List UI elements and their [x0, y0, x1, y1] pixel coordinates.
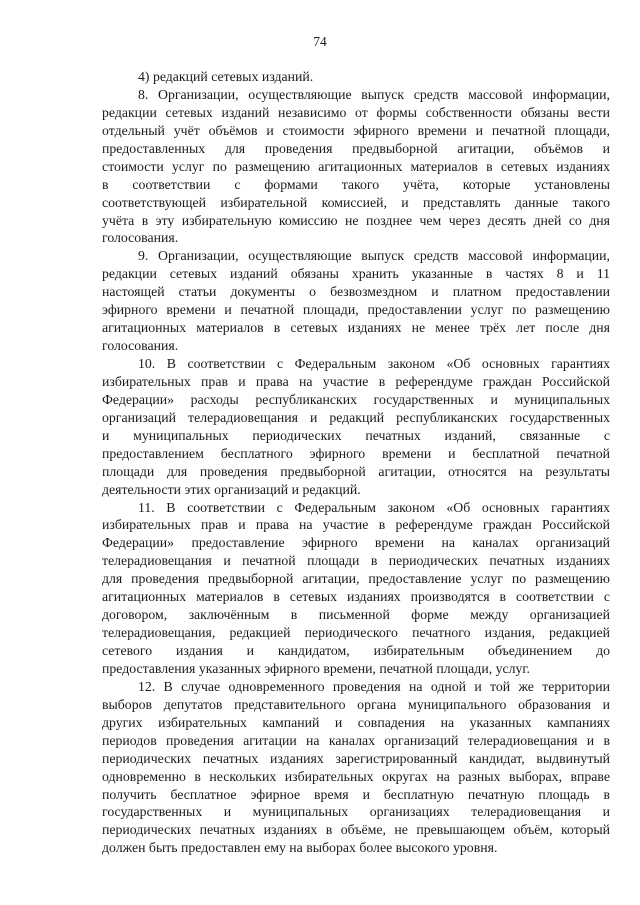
paragraph	[102, 355, 610, 499]
text-line: в соответствии с формами такого учёта, которые установлены	[102, 176, 610, 192]
text-line: редакции сетевых изданий обязаны хранить указанные в частях 8 и 11	[102, 266, 610, 282]
text-line: 8. Организации, осуществляющие выпуск средств массовой информации,	[138, 86, 610, 102]
paragraph	[102, 86, 610, 247]
text-line: 4) редакций сетевых изданий.	[138, 69, 314, 84]
text-line: предоставления указанных эфирного времени, печатной площади, услуг.	[102, 660, 530, 676]
text-line: для проведения предвыборной агитации, предоставление услуг по размещению	[102, 571, 610, 587]
text-line: учёта в эту избирательную комиссию не позднее чем через десять дней со дня	[102, 212, 610, 228]
text-line: должен быть предоставлен ему на выборах более высокого уровня.	[102, 840, 498, 856]
paragraph	[102, 247, 610, 355]
text-line: соответствующей избирательной комиссией, и представлять данные такого	[102, 194, 610, 210]
text-line: 12. В случае одновременного проведения на одной и той же территории	[138, 678, 610, 694]
text-line: избирательных прав и права на участие в референдуме граждан Российской	[102, 517, 610, 533]
text-line: других избирательных кампаний и совпадения на указанных кампаниях	[102, 714, 610, 730]
text-line: 10. В соответствии с Федеральным законом «Об основных гарантиях	[138, 356, 610, 371]
paragraph	[102, 499, 610, 678]
text-line: сетевого издания и кандидатом, избирательным объединением до	[102, 643, 610, 658]
paragraph	[102, 678, 610, 857]
text-line: стоимости услуг по размещению агитационных материалов в сетевых изданиях	[102, 158, 610, 174]
text-line: периодических печатных изданиях зарегистрированный кандидат, выдвинутый	[102, 750, 610, 766]
text-line: редакции сетевых изданий независимо от формы собственности обязаны вести	[102, 104, 610, 120]
text-line: 9. Организации, осуществляющие выпуск средств массовой информации,	[138, 248, 610, 264]
text-line: деятельности этих организаций и редакций.	[102, 481, 361, 497]
paragraph	[102, 68, 610, 86]
text-line: телерадиовещания и печатной площади в периодических печатных изданиях	[102, 553, 610, 569]
text-line: избирательных прав и права на участие в референдуме граждан Российской	[102, 373, 610, 389]
text-line: периодов проведения агитации на каналах организаций телерадиовещания и в	[102, 732, 610, 748]
text-line: 11. В соответствии с Федеральным законом «Об основных гарантиях	[138, 499, 610, 515]
text-line: периодических печатных изданиях в объёме, не превышающем объём, который	[102, 822, 610, 838]
text-line: голосования.	[102, 230, 179, 246]
text-line: эфирного времени и печатной площади, предоставлении услуг по размещению	[102, 302, 610, 318]
text-line: голосования.	[102, 338, 179, 354]
text-line: телерадиовещания, редакцией периодического печатного издания, редакцией	[102, 625, 610, 641]
text-line: настоящей статьи документы о безвозмездном и платном предоставлении	[102, 284, 610, 300]
text-line: государственных и муниципальных организациях телерадиовещания и	[102, 804, 610, 820]
text-line: агитационных материалов в сетевых изданиях не менее трёх лет после дня	[102, 320, 610, 336]
text-line: и муниципальных периодических печатных изданий, связанные с	[102, 427, 610, 443]
text-line: предоставленных для проведения предвыборной агитации, объёмов и	[102, 140, 610, 156]
text-line: одновременно в нескольких избирательных округах на разных выборах, вправе	[102, 768, 610, 784]
body-text	[102, 68, 610, 857]
text-line: договором, заключённым в письменной форме между организацией	[102, 607, 610, 623]
text-line: предоставлением бесплатного эфирного времени и бесплатной печатной	[102, 445, 610, 461]
text-line: получить бесплатное эфирное время и бесплатную печатную площадь в	[102, 786, 610, 802]
text-line: площади для проведения предвыборной агитации, относятся на результаты	[102, 463, 610, 479]
text-line: организаций телерадиовещания и редакций республиканских государственных	[102, 409, 610, 425]
text-line: отдельный учёт объёмов и стоимости эфирного времени и печатной площади,	[102, 122, 610, 138]
page-number: 74	[313, 34, 327, 49]
text-line: агитационных материалов в сетевых изданиях производятся в соответствии с	[102, 589, 610, 605]
text-line: Федерации» предоставление эфирного времени на каналах организаций	[102, 535, 610, 551]
text-line: Федерации» расходы республиканских государственных и муниципальных	[102, 391, 610, 407]
text-line: выборов депутатов представительного органа муниципального образования и	[102, 696, 610, 712]
